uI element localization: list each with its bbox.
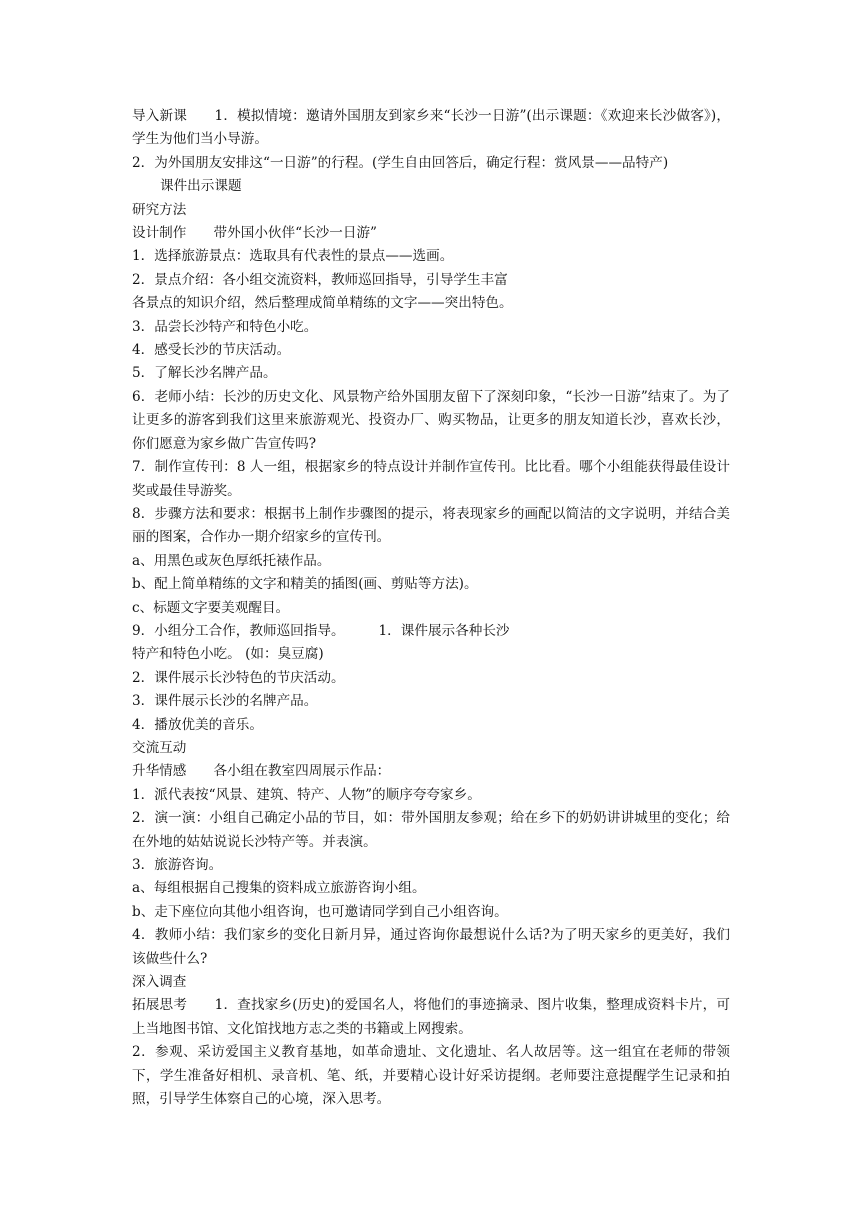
paragraph: 2．为外国朋友安排这“一日游”的行程。(学生自由回答后，确定行程：赏风景——品特产) <box>132 154 669 171</box>
list-item: 3．品尝长沙特产和特色小吃。 <box>132 318 318 335</box>
paragraph: 特产和特色小吃。 (如：臭豆腐) <box>132 646 324 663</box>
list-item: 5．了解长沙名牌产品。 <box>132 365 277 382</box>
list-item: 6．老师小结：长沙的历史文化、风景物产给外国朋友留下了深刻印象，“长沙一日游”结束了。为了让更多的游客到我们这里来旅游观光、投资办厂、购买物品，让更多的朋友知道长沙，喜欢长沙，你们愿意为家乡做广告宣传吗? <box>132 388 730 452</box>
list-item: 8．步骤方法和要求：根据书上制作步骤图的提示，将表现家乡的画配以简洁的文字说明，并结合美丽的图案，合作办一期介绍家乡的宣传刊。 <box>132 505 730 546</box>
list-item: 7．制作宣传刊：8 人一组，根据家乡的特点设计并制作宣传刊。比比看。哪个小组能获得最佳设计奖或最佳导游奖。 <box>132 459 730 499</box>
paragraph: 各景点的知识介绍，然后整理成简单精练的文字——突出特色。 <box>132 295 513 312</box>
list-item: 1．派代表按“风景、建筑、特产、人物”的顺序夸夸家乡。 <box>132 786 481 803</box>
paragraph: 课件出示课题 <box>160 178 242 195</box>
list-item: a、每组根据自己搜集的资料成立旅游咨询小组。 <box>132 880 426 897</box>
list-item: 2．景点介绍：各小组交流资料，教师巡回指导，引导学生丰富 <box>132 271 508 288</box>
section-heading: 深入调查 <box>132 974 187 991</box>
list-item: 1．选择旅游景点：选取具有代表性的景点——选画。 <box>132 248 454 265</box>
list-item: a、用黑色或灰色厚纸托裱作品。 <box>132 552 331 569</box>
section-heading: 设计制作 带外国小伙伴“长沙一日游” <box>132 225 377 242</box>
section-heading: 研究方法 <box>132 201 187 218</box>
section-heading: 交流互动 <box>132 739 187 756</box>
list-item: 4．教师小结：我们家乡的变化日新月异，通过咨询你最想说什么话?为了明天家乡的更美好，我们该做些什么? <box>132 927 730 967</box>
list-item: 2．参观、采访爱国主义教育基地，如革命遗址、文化遗址、名人故居等。这一组宜在老师的带领下，学生准备好相机、录音机、笔、纸，并要精心设计好采访提纲。老师要注意提醒学生记录和拍照，引导学生体察自己的心境，深入思考。 <box>132 1044 730 1108</box>
list-item: 2．课件展示长沙特色的节庆活动。 <box>132 669 345 686</box>
list-item: 9．小组分工合作，教师巡回指导。 1．课件展示各种长沙 <box>132 622 510 639</box>
list-item: 3．课件展示长沙的名牌产品。 <box>132 693 318 710</box>
document-body <box>132 105 730 1111</box>
paragraph: 导入新课 1．模拟情境：邀请外国朋友到家乡来“长沙一日游”(出示课题：《欢迎来长沙做客》)，学生为他们当小导游。 <box>132 108 730 148</box>
list-item: 3．旅游咨询。 <box>132 857 223 873</box>
list-item: 4．播放优美的音乐。 <box>132 716 263 733</box>
paragraph: 拓展思考 1．查找家乡(历史)的爱国名人，将他们的事迹摘录、图片收集，整理成资料卡片，可上当地图书馆、文化馆找地方志之类的书籍或上网搜索。 <box>132 997 730 1037</box>
section-heading: 升华情感 各小组在教室四周展示作品： <box>132 763 391 780</box>
list-item: 2．演一演：小组自己确定小品的节目，如：带外国朋友参观；给在乡下的奶奶讲讲城里的变化；给在外地的姑姑说说长沙特产等。并表演。 <box>132 810 730 850</box>
list-item: b、走下座位向其他小组咨询，也可邀请同学到自己小组咨询。 <box>132 903 508 920</box>
list-item: b、配上简单精练的文字和精美的插图(画、剪贴等方法)。 <box>132 576 478 593</box>
list-item: c、标题文字要美观醒目。 <box>132 599 290 616</box>
list-item: 4．感受长沙的节庆活动。 <box>132 342 291 359</box>
